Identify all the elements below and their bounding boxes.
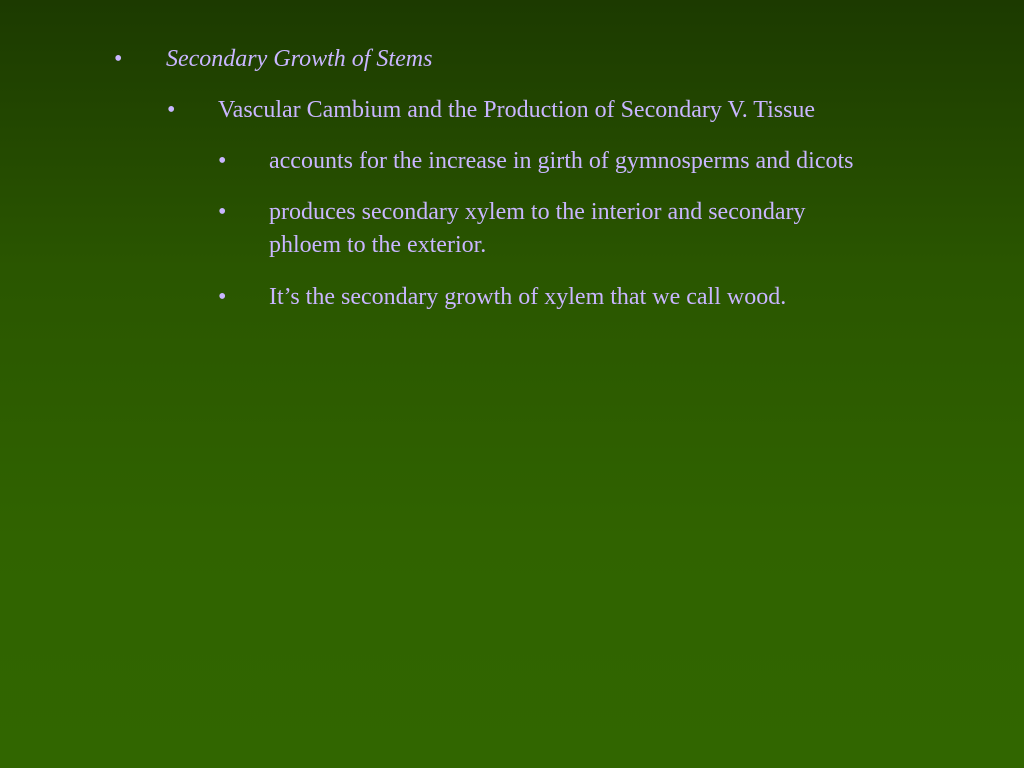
- subheading-vascular-cambium: Vascular Cambium and the Production of Secondary V. Tissue: [218, 97, 816, 123]
- bullet-level3-item: [218, 196, 1018, 262]
- bullet-text-line: produces secondary xylem to the interior and secondary: [269, 199, 806, 225]
- bullet-dot: •: [114, 46, 123, 72]
- bullet-level3-item: [218, 281, 1018, 314]
- heading-secondary-growth: Secondary Growth of Stems: [166, 46, 433, 72]
- bullet-text-line: accounts for the increase in girth of gymnosperms and dicots: [269, 148, 854, 174]
- bullet-text-line: phloem to the exterior.: [269, 232, 487, 258]
- bullet-level1: [114, 43, 1014, 76]
- bullet-level3-item: [218, 145, 1018, 178]
- bullet-text-line: It’s the secondary growth of xylem that we call wood.: [269, 284, 787, 310]
- bullet-level2: [167, 94, 1007, 127]
- bullet-dot: •: [218, 284, 227, 310]
- bullet-dot: •: [218, 199, 227, 225]
- bullet-dot: •: [167, 97, 176, 123]
- bullet-dot: •: [218, 148, 227, 174]
